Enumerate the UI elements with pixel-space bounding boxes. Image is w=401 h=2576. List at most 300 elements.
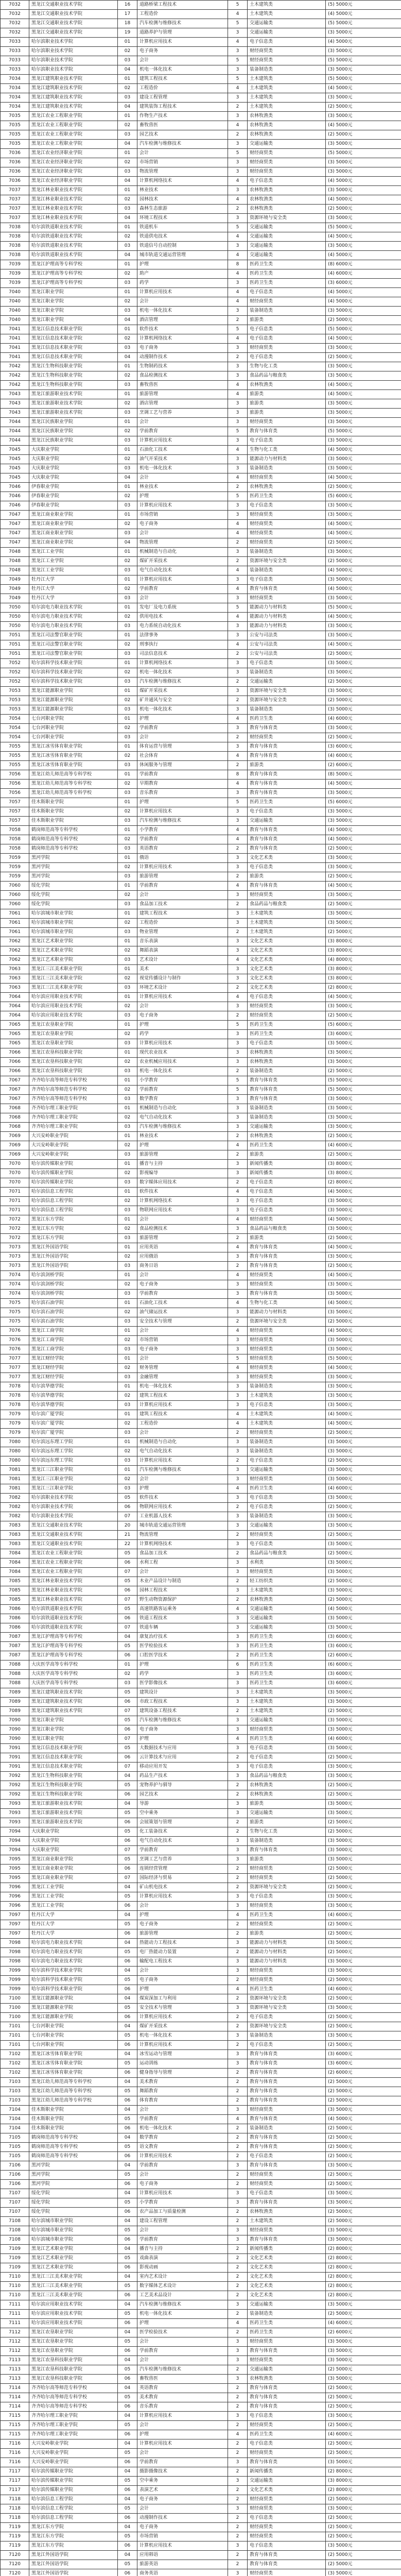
school-code-cell: 7041: [1, 344, 29, 353]
major-category-cell: 轻工纺织类: [248, 1577, 326, 1586]
major-name-cell: 学前教育: [137, 2235, 228, 2245]
school-name-cell: 哈尔滨职业技术学院: [29, 47, 118, 56]
major-name-cell: 旅游管理: [137, 390, 228, 399]
major-name-cell: 音乐教育: [137, 2402, 228, 2412]
plan-note-cell: (3) 5000元: [326, 2337, 401, 2347]
table-row: [1, 520, 401, 529]
school-code-cell: 7067: [1, 1086, 29, 1095]
school-name-cell: 哈尔滨科学技术职业学院: [29, 1976, 118, 1985]
major-name-cell: 美术教育: [137, 2078, 228, 2087]
major-name-cell: 机电一体化技术: [137, 2124, 228, 2133]
school-name-cell: 佳木斯职业学院: [29, 807, 118, 817]
school-code-cell: 7047: [1, 511, 29, 520]
plan-count-cell: 4: [228, 1188, 248, 1197]
school-code-cell: 7102: [1, 2069, 29, 2078]
major-name-cell: 煤矿开采技术: [137, 2022, 228, 2031]
major-code-cell: 02: [118, 1308, 137, 1317]
plan-count-cell: 3: [228, 1892, 248, 1902]
plan-count-cell: 3: [228, 1698, 248, 1707]
major-name-cell: 工程造价: [137, 1419, 228, 1429]
major-name-cell: 机械制造与自动化: [137, 1104, 228, 1113]
major-code-cell: 06: [118, 1818, 137, 1827]
major-name-cell: 矿山机电技术: [137, 1883, 228, 1892]
major-category-cell: 生物与化工类: [248, 362, 326, 371]
plan-count-cell: 4: [228, 2319, 248, 2328]
major-code-cell: 03: [118, 1401, 137, 1410]
plan-note-cell: (3) 5000元: [326, 2347, 401, 2356]
table-row: [1, 2560, 401, 2569]
major-name-cell: 机电一体化技术: [137, 1067, 228, 1076]
school-code-cell: 7075: [1, 1299, 29, 1308]
school-name-cell: 黑龙江农业工程职业学院: [29, 1549, 118, 1558]
school-code-cell: 7081: [1, 1484, 29, 1494]
major-name-cell: 数字媒体应用技术: [137, 1178, 228, 1188]
table-row: [1, 1772, 401, 1781]
plan-note-cell: (3) 6000元: [326, 742, 401, 752]
major-category-cell: 财经商贸类: [248, 297, 326, 307]
school-name-cell: 齐齐哈尔高等师范专科学校: [29, 2384, 118, 2393]
school-name-cell: 七台河职业学院: [29, 2041, 118, 2050]
major-code-cell: 04: [118, 2078, 137, 2087]
plan-count-cell: 3: [228, 307, 248, 316]
major-name-cell: 输配电工程技术: [137, 1957, 228, 1967]
major-code-cell: 06: [118, 2430, 137, 2439]
plan-count-cell: 2: [228, 1456, 248, 1466]
major-category-cell: 电子信息类: [248, 993, 326, 1002]
major-category-cell: 交通运输类: [248, 1605, 326, 1614]
plan-count-cell: 2: [228, 1865, 248, 1874]
school-code-cell: 7101: [1, 2041, 29, 2050]
school-name-cell: 哈尔滨华德学院: [29, 1392, 118, 1401]
major-category-cell: 交通运输类: [248, 1623, 326, 1633]
major-code-cell: 04: [118, 2439, 137, 2449]
plan-note-cell: (3) 5000元: [326, 1475, 401, 1484]
school-code-cell: 7082: [1, 1494, 29, 1503]
school-name-cell: 黑龙江商业职业学院: [29, 529, 118, 538]
plan-note-cell: (3) 5000元: [326, 112, 401, 121]
plan-count-cell: 3: [228, 1401, 248, 1410]
major-code-cell: 04: [118, 2217, 137, 2226]
school-name-cell: 黑龙江商业职业学院: [29, 538, 118, 548]
plan-count-cell: 3: [228, 28, 248, 38]
major-name-cell: 数学教育: [137, 1095, 228, 1104]
major-category-cell: 财经商贸类: [248, 1280, 326, 1290]
table-row: [1, 900, 401, 909]
major-name-cell: 会计: [137, 1475, 228, 1484]
major-code-cell: 01: [118, 1354, 137, 1364]
school-name-cell: 黑龙江旅游职业技术学院: [29, 399, 118, 409]
major-name-cell: 汽车检测与维修技术: [137, 140, 228, 149]
table-row: [1, 1150, 401, 1160]
plan-count-cell: 3: [228, 1568, 248, 1577]
table-row: [1, 2449, 401, 2458]
table-row: [1, 1577, 401, 1586]
major-name-cell: 护理: [137, 1141, 228, 1150]
major-category-cell: 医药卫生类: [248, 1651, 326, 1660]
school-name-cell: 黑龙江职业学院: [29, 288, 118, 297]
plan-count-cell: 3: [228, 2226, 248, 2235]
major-code-cell: 06: [118, 2541, 137, 2551]
plan-note-cell: (2) 5000元: [326, 1707, 401, 1716]
table-row: [1, 2412, 401, 2421]
school-name-cell: 黑龙江职业学院: [29, 307, 118, 316]
school-name-cell: 哈尔滨传媒职业学院: [29, 2486, 118, 2495]
major-name-cell: 播音与主持: [137, 2245, 228, 2254]
major-name-cell: 计算机应用技术: [137, 1456, 228, 1466]
school-code-cell: 7092: [1, 1781, 29, 1790]
table-row: [1, 177, 401, 186]
plan-count-cell: 3: [228, 807, 248, 817]
major-name-cell: 化工装备技术: [137, 1827, 228, 1837]
plan-count-cell: 3: [228, 2347, 248, 2356]
major-code-cell: 04: [118, 177, 137, 186]
table-row: [1, 93, 401, 103]
plan-note-cell: (2) 5000元: [326, 1920, 401, 1929]
major-code-cell: 05: [118, 2337, 137, 2347]
table-row: [1, 260, 401, 269]
major-category-cell: 交通运输类: [248, 1466, 326, 1475]
plan-count-cell: 4: [228, 1605, 248, 1614]
school-name-cell: 哈尔滨远东理工学院: [29, 1447, 118, 1456]
table-row: [1, 2430, 401, 2439]
table-row: [1, 1846, 401, 1855]
table-row: [1, 1605, 401, 1614]
school-code-cell: 7087: [1, 1642, 29, 1651]
major-name-cell: 财务管理: [137, 1364, 228, 1373]
plan-note-cell: (2) 6000元: [326, 1651, 401, 1660]
major-category-cell: 财经商贸类: [248, 1429, 326, 1438]
school-name-cell: 鹤岗师范高等专科学校: [29, 2143, 118, 2152]
plan-count-cell: 2: [228, 2078, 248, 2087]
plan-note-cell: (2) 5000元: [326, 353, 401, 362]
major-category-cell: 交通运输类: [248, 28, 326, 38]
major-name-cell: 动漫制作技术: [137, 2514, 228, 2523]
plan-count-cell: 3: [228, 789, 248, 798]
table-row: [1, 1373, 401, 1382]
plan-count-cell: 3: [228, 1373, 248, 1382]
plan-note-cell: (3) 5000元: [326, 186, 401, 195]
school-name-cell: 黑龙江财经学院: [29, 1364, 118, 1373]
major-code-cell: 01: [118, 1104, 137, 1113]
major-category-cell: 装备制造类: [248, 1512, 326, 1521]
plan-note-cell: (3) 5000元: [326, 2412, 401, 2421]
major-name-cell: 俄语: [137, 854, 228, 863]
major-code-cell: 02: [118, 752, 137, 761]
major-name-cell: 会计: [137, 2356, 228, 2365]
plan-count-cell: 3: [228, 2337, 248, 2347]
school-name-cell: 黑龙江旅游职业技术学院: [29, 409, 118, 418]
school-name-cell: 大庆职业学院: [29, 1837, 118, 1846]
major-code-cell: 03: [118, 1373, 137, 1382]
school-name-cell: 鹤岗师范高等专科学校: [29, 835, 118, 844]
table-row: [1, 1698, 401, 1707]
table-row: [1, 882, 401, 891]
plan-count-cell: 2: [228, 761, 248, 770]
major-code-cell: 01: [118, 575, 137, 585]
major-category-cell: 财经商贸类: [248, 344, 326, 353]
table-row: [1, 1401, 401, 1410]
plan-note-cell: (3) 5000元: [326, 371, 401, 381]
school-code-cell: 7093: [1, 1818, 29, 1827]
major-name-cell: 护理: [137, 1985, 228, 1994]
major-category-cell: 农林牧渔类: [248, 1790, 326, 1800]
school-name-cell: 黑龙江林业职业技术学院: [29, 214, 118, 223]
plan-count-cell: 4: [228, 288, 248, 297]
major-code-cell: 03: [118, 1039, 137, 1048]
table-row: [1, 1280, 401, 1290]
plan-count-cell: 2: [228, 1596, 248, 1605]
school-name-cell: 哈尔滨铁道职业技术学院: [29, 223, 118, 232]
plan-note-cell: (3) 5000元: [326, 167, 401, 177]
table-row: [1, 1976, 401, 1985]
school-name-cell: 绥化学院: [29, 2208, 118, 2217]
school-code-cell: 7072: [1, 1234, 29, 1243]
major-code-cell: 01: [118, 1215, 137, 1225]
major-name-cell: 口腔医学技术: [137, 1651, 228, 1660]
school-name-cell: 黑龙江司法警官职业学院: [29, 631, 118, 640]
table-row: [1, 2402, 401, 2412]
plan-count-cell: 3: [228, 1494, 248, 1503]
major-name-cell: 舞蹈教育: [137, 2087, 228, 2096]
major-name-cell: 食品加工技术: [137, 900, 228, 909]
school-name-cell: 黑龙江外国语学院: [29, 2551, 118, 2560]
school-name-cell: 黑龙江东方学院: [29, 2532, 118, 2541]
major-category-cell: 财经商贸类: [248, 1874, 326, 1883]
major-category-cell: 财经商贸类: [248, 1531, 326, 1540]
school-code-cell: 7068: [1, 1123, 29, 1132]
major-name-cell: 煤矿开采技术: [137, 557, 228, 566]
major-name-cell: 学前教育: [137, 1846, 228, 1855]
plan-count-cell: 3: [228, 1679, 248, 1688]
plan-count-cell: 3: [228, 1095, 248, 1104]
school-code-cell: 7115: [1, 2412, 29, 2421]
table-row: [1, 158, 401, 167]
major-category-cell: 电子信息类: [248, 575, 326, 585]
major-code-cell: 04: [118, 214, 137, 223]
plan-count-cell: 2: [228, 2495, 248, 2504]
major-name-cell: 物联网应用技术: [137, 1503, 228, 1512]
major-category-cell: 财经商贸类: [248, 2106, 326, 2115]
major-name-cell: 计算机网络技术: [137, 1197, 228, 1206]
school-name-cell: 黑龙江财经学院: [29, 1354, 118, 1364]
major-code-cell: 05: [118, 1920, 137, 1929]
major-name-cell: 汽车检测与维修技术: [137, 1123, 228, 1132]
plan-count-cell: 3: [228, 1670, 248, 1679]
school-name-cell: 黑龙江外国语学院: [29, 2560, 118, 2569]
plan-note-cell: (4) 5000元: [326, 993, 401, 1002]
major-category-cell: 交通运输类: [248, 19, 326, 28]
major-name-cell: 戏曲表演: [137, 2254, 228, 2263]
school-code-cell: 7097: [1, 1929, 29, 1939]
major-category-cell: 文化艺术类: [248, 2282, 326, 2291]
plan-note-cell: (4) 6000元: [326, 1911, 401, 1920]
school-name-cell: 黑龙江东方学院: [29, 1234, 118, 1243]
major-name-cell: 旅游管理: [137, 872, 228, 882]
major-code-cell: 02: [118, 1002, 137, 1011]
plan-count-cell: 3: [228, 186, 248, 195]
plan-note-cell: (4) 5000元: [326, 38, 401, 47]
plan-count-cell: 3: [228, 1160, 248, 1169]
school-code-cell: 7109: [1, 2245, 29, 2254]
table-row: [1, 2393, 401, 2402]
major-name-cell: 食品检测技术: [137, 371, 228, 381]
plan-note-cell: (3) 5000元: [326, 1104, 401, 1113]
major-name-cell: 英语教育: [137, 844, 228, 854]
school-name-cell: 哈尔滨城市职业学院: [29, 928, 118, 937]
major-category-cell: 财经商贸类: [248, 167, 326, 177]
table-row: [1, 511, 401, 520]
plan-count-cell: 3: [228, 2198, 248, 2208]
school-code-cell: 7078: [1, 1401, 29, 1410]
plan-count-cell: 2: [228, 2152, 248, 2161]
major-name-cell: 计算机应用技术: [137, 288, 228, 297]
plan-note-cell: (5) 5000元: [326, 1086, 401, 1095]
table-row: [1, 1011, 401, 1021]
table-row: [1, 1475, 401, 1484]
plan-count-cell: 2: [228, 1790, 248, 1800]
plan-note-cell: (3) 5000元: [326, 1725, 401, 1735]
school-code-cell: 7099: [1, 1967, 29, 1976]
plan-count-cell: 3: [228, 1939, 248, 1948]
major-name-cell: 城市轨道交通运营管理: [137, 251, 228, 260]
major-category-cell: 土木建筑类: [248, 1410, 326, 1419]
major-category-cell: 财经商贸类: [248, 1215, 326, 1225]
school-name-cell: 七台河职业学院: [29, 733, 118, 742]
school-name-cell: 黑龙江能源职业学院: [29, 705, 118, 715]
major-name-cell: 美术教育: [137, 2393, 228, 2402]
major-name-cell: 刑事执行: [137, 640, 228, 650]
plan-note-cell: (2) 8000元: [326, 2467, 401, 2477]
plan-note-cell: (2) 8000元: [326, 2245, 401, 2254]
plan-note-cell: (3) 5000元: [326, 501, 401, 511]
major-category-cell: 财经商贸类: [248, 2495, 326, 2504]
plan-note-cell: (5) 6000元: [326, 1021, 401, 1030]
school-code-cell: 7112: [1, 2337, 29, 2347]
plan-count-cell: 4: [228, 993, 248, 1002]
table-row: [1, 297, 401, 307]
table-row: [1, 779, 401, 789]
plan-note-cell: (4) 5000元: [326, 1410, 401, 1419]
plan-count-cell: 3: [228, 2050, 248, 2059]
table-row: [1, 1188, 401, 1197]
table-row: [1, 1123, 401, 1132]
major-category-cell: 教育与体育类: [248, 2096, 326, 2106]
plan-note-cell: (3) 5000元: [326, 1855, 401, 1865]
school-name-cell: 黑龙江护理高等专科学校: [29, 279, 118, 288]
plan-count-cell: 3: [228, 2189, 248, 2198]
plan-count-cell: 3: [228, 362, 248, 371]
plan-note-cell: (2) 5000元: [326, 1790, 401, 1800]
major-name-cell: 林业技术: [137, 186, 228, 195]
table-row: [1, 2115, 401, 2124]
major-category-cell: 资源环境与安全类: [248, 696, 326, 705]
school-name-cell: 黑龙江冰雪体育职业学院: [29, 761, 118, 770]
school-code-cell: 7058: [1, 844, 29, 854]
major-category-cell: 装备制造类: [248, 2031, 326, 2041]
plan-count-cell: 3: [228, 464, 248, 473]
plan-count-cell: 4: [228, 195, 248, 205]
school-name-cell: 黑龙江冰雪体育职业学院: [29, 2069, 118, 2078]
school-code-cell: 7102: [1, 2059, 29, 2069]
major-name-cell: 机电一体化技术: [137, 65, 228, 75]
major-code-cell: 01: [118, 186, 137, 195]
plan-note-cell: (2) 8000元: [326, 2282, 401, 2291]
plan-note-cell: (2) 5000元: [326, 1503, 401, 1512]
major-name-cell: 学前教育: [137, 585, 228, 594]
plan-note-cell: (2) 5000元: [326, 2523, 401, 2532]
table-row: [1, 1818, 401, 1827]
plan-note-cell: (2) 6000元: [326, 2069, 401, 2078]
table-row: [1, 2171, 401, 2180]
table-row: [1, 167, 401, 177]
school-name-cell: 黑龙江建筑职业技术学院: [29, 1698, 118, 1707]
plan-note-cell: (2) 5000元: [326, 2041, 401, 2050]
table-row: [1, 2356, 401, 2365]
plan-note-cell: (3) 5000元: [326, 631, 401, 640]
major-code-cell: 03: [118, 984, 137, 993]
school-name-cell: 齐齐哈尔高等师范专科学校: [29, 1086, 118, 1095]
major-name-cell: 医学检验技术: [137, 1642, 228, 1651]
major-code-cell: 05: [118, 1688, 137, 1698]
school-name-cell: 黑龙江建筑职业技术学院: [29, 75, 118, 84]
school-name-cell: 黑龙江外国语学院: [29, 1243, 118, 1252]
school-code-cell: 7104: [1, 2124, 29, 2133]
plan-count-cell: 3: [228, 1716, 248, 1725]
plan-note-cell: (2) 5000元: [326, 103, 401, 112]
major-category-cell: 交通运输类: [248, 1614, 326, 1623]
table-row: [1, 2541, 401, 2551]
table-row: [1, 223, 401, 232]
plan-note-cell: (3) 5000元: [326, 1466, 401, 1475]
table-row: [1, 1484, 401, 1494]
plan-count-cell: 2: [228, 2217, 248, 2226]
major-name-cell: 大数据技术与应用: [137, 1744, 228, 1753]
major-code-cell: 01: [118, 149, 137, 158]
plan-count-cell: 3: [228, 575, 248, 585]
school-code-cell: 7060: [1, 882, 29, 891]
school-code-cell: 7089: [1, 1688, 29, 1698]
major-category-cell: 新闻传播类: [248, 2245, 326, 2254]
major-code-cell: 04: [118, 2161, 137, 2171]
school-name-cell: 哈尔滨华德学院: [29, 1382, 118, 1392]
major-name-cell: 计算机应用技术: [137, 575, 228, 585]
major-category-cell: 生物与化工类: [248, 1299, 326, 1308]
plan-count-cell: 3: [228, 863, 248, 872]
school-name-cell: 哈尔滨应用职业技术学院: [29, 2310, 118, 2319]
table-row: [1, 325, 401, 334]
school-code-cell: 7079: [1, 1419, 29, 1429]
plan-count-cell: 3: [228, 65, 248, 75]
school-name-cell: 黑龙江商业职业学院: [29, 1855, 118, 1865]
table-row: [1, 2486, 401, 2495]
major-code-cell: 01: [118, 631, 137, 640]
major-category-cell: 财经商贸类: [248, 538, 326, 548]
table-row: [1, 2365, 401, 2375]
major-name-cell: 酒店管理: [137, 399, 228, 409]
plan-note-cell: (4) 5000元: [326, 1243, 401, 1252]
major-code-cell: 01: [118, 603, 137, 613]
school-code-cell: 7094: [1, 1827, 29, 1837]
plan-note-cell: (3) 5000元: [326, 1048, 401, 1058]
school-code-cell: 7107: [1, 2189, 29, 2198]
school-name-cell: 黑龙江农垦职业学院: [29, 1021, 118, 1030]
school-name-cell: 哈尔滨城市职业学院: [29, 919, 118, 928]
table-row: [1, 1345, 401, 1354]
plan-note-cell: (5) 5000元: [326, 1076, 401, 1086]
major-category-cell: 电子信息类: [248, 1540, 326, 1549]
school-name-cell: 黑龙江生物科技职业学院: [29, 381, 118, 390]
plan-count-cell: 5: [228, 1086, 248, 1095]
